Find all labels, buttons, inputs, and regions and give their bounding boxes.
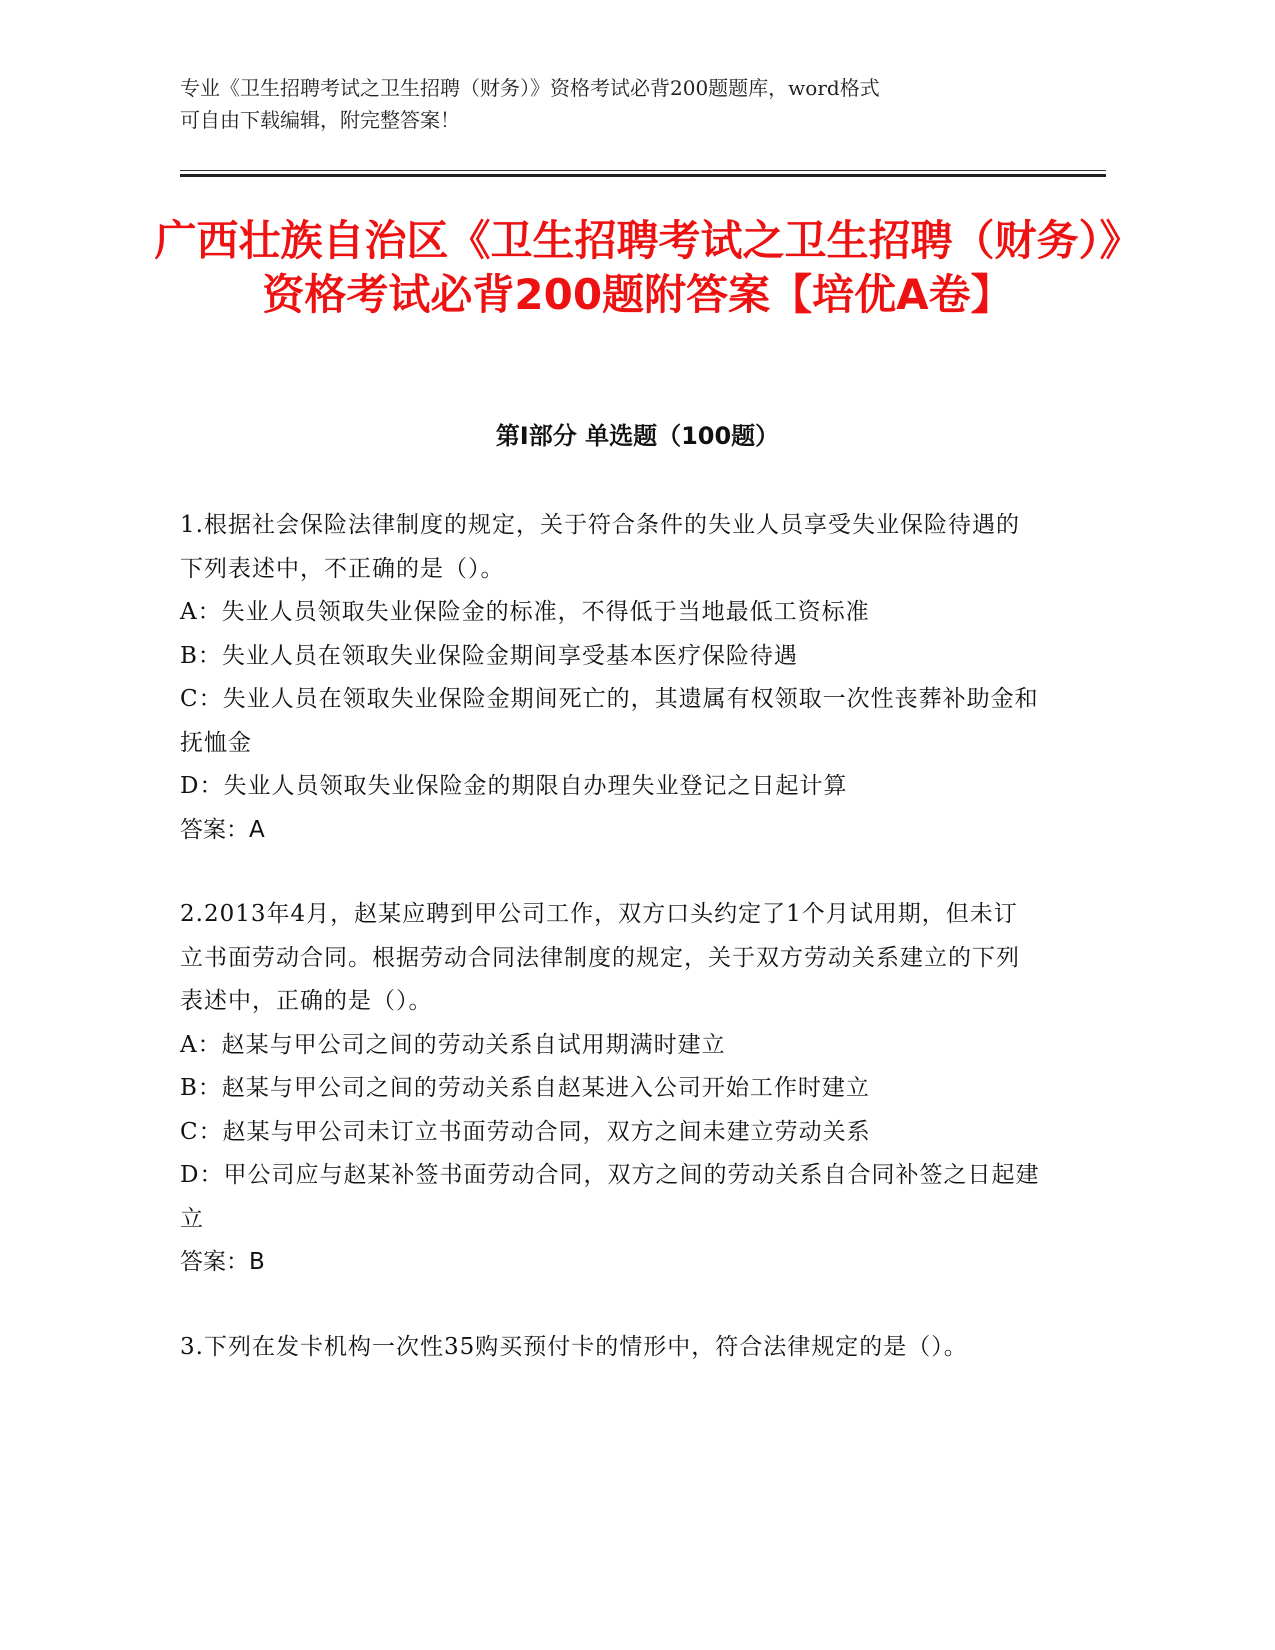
header-note <box>180 72 1060 136</box>
option-a: A：赵某与甲公司之间的劳动关系自试用期满时建立 <box>180 1031 726 1058</box>
header-note-line-2: 可自由下载编辑，附完整答案！ <box>180 108 460 132</box>
option-c: C：失业人员在领取失业保险金期间死亡的，其遗属有权领取一次性丧葬补助金和抚恤金 <box>180 686 1039 756</box>
option-b: B：失业人员在领取失业保险金期间享受基本医疗保险待遇 <box>180 642 798 669</box>
answer-label: 答案：A <box>180 816 265 843</box>
answer-label: 答案：B <box>180 1249 265 1275</box>
header-note-line-1: 专业《卫生招聘考试之卫生招聘（财务）》资格考试必背200题题库，word格式 <box>180 76 880 100</box>
option-a: A：失业人员领取失业保险金的标准，不得低于当地最低工资标准 <box>180 599 870 625</box>
question-stem: 2.2013年4月，赵某应聘到甲公司工作，双方口头约定了1个月试用期，但未订立书面劳动合同。根据劳动合同法律制度的规定，关于双方劳动关系建立的下列表述中，正确的是（）。 <box>180 901 1020 1014</box>
question-stem: 3.下列在发卡机构一次性35购买预付卡的情形中，符合法律规定的是（）。 <box>180 1333 968 1360</box>
question-3 <box>180 1326 1040 1370</box>
document-title: 广西壮族自治区《卫生招聘考试之卫生招聘（财务）》资格考试必背200题附答案【培优A卷】 <box>154 216 1121 319</box>
question-1 <box>180 504 1040 852</box>
option-b: B：赵某与甲公司之间的劳动关系自赵某进入公司开始工作时建立 <box>180 1075 870 1101</box>
option-d: D：甲公司应与赵某补签书面劳动合同，双方之间的劳动关系自合同补签之日起建立 <box>180 1162 1040 1232</box>
option-c: C：赵某与甲公司未订立书面劳动合同，双方之间未建立劳动关系 <box>180 1118 871 1145</box>
header-divider-thin <box>180 170 1106 171</box>
header-divider-thick <box>180 174 1106 177</box>
question-2 <box>180 893 1040 1285</box>
question-stem: 1.根据社会保险法律制度的规定，关于符合条件的失业人员享受失业保险待遇的下列表述中，不正确的是（）。 <box>180 512 1020 582</box>
section-title: 第Ⅰ部分 单选题（100题） <box>495 422 780 450</box>
question-list <box>180 504 1040 1410</box>
option-d: D：失业人员领取失业保险金的期限自办理失业登记之日起计算 <box>180 773 848 799</box>
